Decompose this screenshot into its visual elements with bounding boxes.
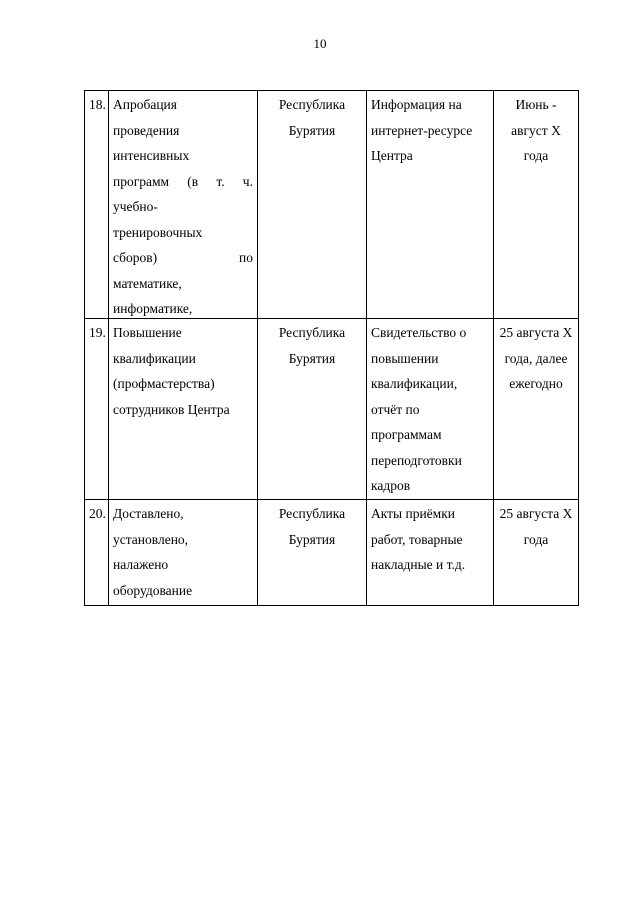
event-line: тренировочных [113,224,203,240]
region-cell: Республика Бурятия [258,319,367,500]
event-cell: Доставлено, установлено, налажено оборудование [109,500,258,606]
row-number: 19. [85,319,109,500]
event-line [113,169,253,195]
event-line: учебно- [113,199,158,214]
region-cell: Республика Бурятия [258,91,367,319]
event-word: т. [216,173,225,189]
event-word: (в [187,173,199,189]
event-cell [109,91,258,319]
result-cell: Свидетельство о повышении квалификации, отчёт по программам переподготовки кадров [367,319,494,500]
plan-table [84,90,579,606]
event-word: программ [113,173,170,189]
table-row [85,91,579,319]
event-line: проведения [113,122,180,138]
event-line [113,245,253,271]
event-word: по [239,250,253,265]
row-number: 18. [85,91,109,319]
page-number: 10 [313,36,327,51]
region-cell: Республика Бурятия [258,500,367,606]
event-word: сборов) [113,250,158,265]
event-line: Апробация [113,97,177,112]
event-word: ч. [242,173,253,189]
deadline-cell: 25 августа Х года [494,500,579,606]
event-line: информатике, [113,301,193,316]
result-cell: Информация на интернет-ресурсе Центра [367,91,494,319]
row-number: 20. [85,500,109,606]
table-row [85,319,579,500]
deadline-cell: 25 августа Х года, далее ежегодно [494,319,579,500]
table-row [85,500,579,606]
event-line: математике, [113,275,182,291]
event-cell: Повышение квалификации (профмастерства) сотрудников Центра [109,319,258,500]
deadline-cell: Июнь - август Х года [494,91,579,319]
event-line: интенсивных [113,148,190,163]
result-cell: Акты приёмки работ, товарные накладные и т.д. [367,500,494,606]
